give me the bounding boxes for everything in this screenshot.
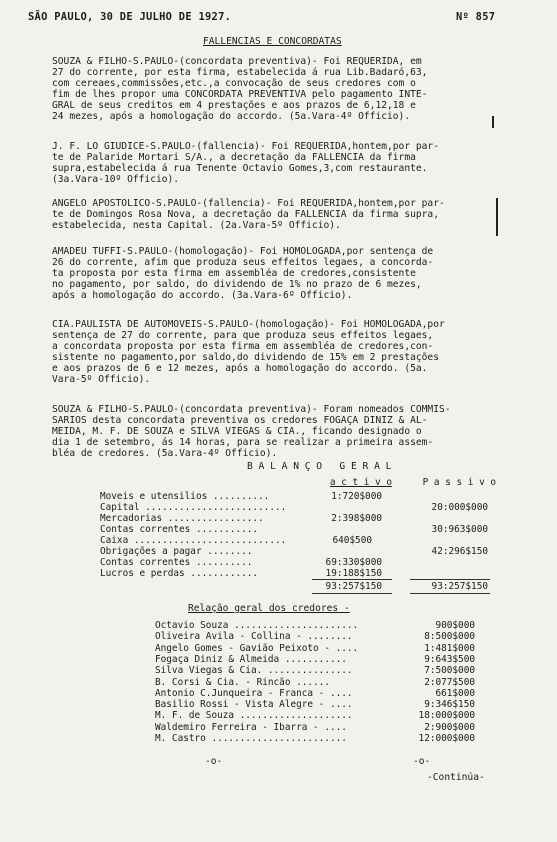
entry-line: sistente no pagamento,por saldo,do dividendo de 15% em 2 prestações [52, 352, 439, 363]
margin-mark [496, 198, 498, 236]
passivo-sum-rule [410, 579, 490, 580]
entry-line: fim de lhes propor uma CONCORDATA PREVENTIVA pelo pagamento INTE- [52, 89, 428, 100]
entry-line: 24 mezes, após a homologação do accordo. (5a.Vara-4º Officio). [52, 111, 411, 122]
activo-heading: a c t i v o [329, 477, 392, 488]
creditor-amount: 9:643$500 [424, 653, 475, 665]
activo-value: 1:720$000 [331, 491, 382, 502]
balance-row [100, 557, 500, 568]
entry-line: te de Domingos Rosa Nova, a decretação da FALLENCIA da firma supra, [52, 209, 439, 220]
balance-label: Contas correntes ........... [100, 524, 259, 535]
entry-line: AMADEU TUFFI-S.PAULO-(homologação)- Foi HOMOLOGADA,por sentença de [52, 246, 434, 257]
creditor-amount: 7:500$000 [424, 665, 475, 677]
creditor-amount: 2:077$500 [424, 676, 475, 688]
balance-row [100, 524, 500, 535]
passivo-value: 30:963$000 [431, 524, 488, 535]
balance-title: B A L A N Ç O G E R A L [247, 461, 392, 472]
balance-row [100, 546, 500, 557]
creditor-amount: 12:000$000 [418, 733, 475, 744]
dateline: SÃO PAULO, 30 DE JULHO DE 1927. [28, 11, 232, 23]
entry-line: GRAL de seus creditos em 4 prestações e aos prazos de 6,12,18 e [52, 100, 416, 111]
creditor-name: M. Castro ........................ [155, 733, 347, 744]
passivo-total-rule [410, 593, 490, 594]
entry-line: MEIDA, M. F. DE SOUZA e SILVA VIEGAS & CIA., ficando designado o [52, 426, 422, 437]
activo-total: 93:257$150 [325, 581, 382, 592]
entry-line: SOUZA & FILHO-S.PAULO-(concordata preventiva)- Foi REQUERIDA, em [52, 56, 422, 67]
activo-value: 69:330$000 [325, 557, 382, 568]
balance-row [100, 513, 500, 524]
section-title: FALLENCIAS E CONCORDATAS [203, 36, 342, 47]
balance-header-row [100, 477, 500, 488]
activo-value: 19:188$150 [325, 568, 382, 579]
creditor-row [155, 699, 485, 710]
creditor-name: Basilio Rossi - Vista Alegre - .... [155, 699, 353, 711]
creditor-name: Silva Viegas & Cia. ............... [155, 665, 353, 677]
end-mark-left: -o- [205, 756, 223, 767]
balance-label: Contas correntes .......... [100, 557, 253, 568]
creditor-name: Antonio C.Junqueira - Franca - .... [155, 687, 353, 699]
bulletin-number: Nº 857 [456, 11, 496, 23]
creditor-row [155, 643, 485, 654]
entry-line: SOUZA & FILHO-S.PAULO-(concordata preventiva)- Foram nomeados COMMIS- [52, 404, 451, 415]
creditor-row [155, 688, 485, 699]
passivo-value: 42:296$150 [431, 546, 488, 557]
entry-line: bléa de credores. (5a.Vara-4º Officio). [52, 448, 278, 459]
continued-note: -Continúa- [427, 772, 485, 783]
entry-line: SARIOS desta concordata preventiva os credores FOGAÇA DINIZ & AL- [52, 415, 428, 426]
entry-line: te de Palaride Mortari S/A., a decretação da FALLENCIA da firma [52, 152, 416, 163]
entry-line: a concordata proposta por esta firma em assembléa de credores,con- [52, 341, 434, 352]
creditor-name: Octavio Souza ...................... [155, 620, 359, 631]
activo-value: 2:398$000 [331, 513, 382, 524]
balance-label: Capital ......................... [100, 502, 287, 513]
passivo-total: 93:257$150 [431, 581, 488, 592]
entry-line: (3a.Vara-10º Officio). [52, 174, 180, 185]
entry-line: com cereaes,commissões,etc.,a convocação de seus credores com o [52, 78, 416, 89]
passivo-value: 20:000$000 [431, 502, 488, 513]
balance-total-row [100, 581, 500, 592]
activo-value: 640$500 [332, 535, 372, 546]
entry-line: e aos prazos de 6 e 12 mezes, após a homologação do accordo. (5a. [52, 363, 428, 374]
entry-line: CIA.PAULISTA DE AUTOMOVEIS-S.PAULO-(homologação)- Foi HOMOLOGADA,por [52, 319, 445, 330]
balance-row [100, 535, 500, 546]
creditor-amount: 661$000 [435, 687, 475, 699]
creditor-amount: 2:900$000 [424, 721, 475, 733]
entry-line: ANGELO APOSTOLICO-S.PAULO-(fallencia)- Foi REQUERIDA,hontem,por par- [52, 198, 445, 209]
entry-line: 26 do corrente, afim que produza seus effeitos legaes, a concorda- [52, 257, 434, 268]
creditor-amount: 9:346$150 [424, 699, 475, 711]
creditor-name: B. Corsi & Cia. - Rincão ...... [155, 676, 330, 688]
balance-label: Moveis e utensilios .......... [100, 491, 270, 502]
entry-line: estabelecida, nesta Capital. (2a.Vara-5º Officio). [52, 220, 341, 231]
passivo-heading: P a s s i v o [422, 477, 496, 488]
creditor-row [155, 677, 485, 688]
entry-line: sentença de 27 do corrente, para que produza seus effeitos legaes, [52, 330, 434, 341]
activo-total-rule [312, 593, 392, 594]
balance-row [100, 568, 500, 579]
creditor-name: Waldemiro Ferreira - Ibarra - .... [155, 721, 347, 733]
creditor-row [155, 710, 485, 721]
balance-row [100, 491, 500, 502]
creditor-amount: 1:481$000 [424, 642, 475, 654]
balance-label: Lucros e perdas ............ [100, 568, 259, 579]
creditor-amount: 900$000 [435, 620, 475, 631]
entry-line: ta proposta por esta firma em assembléa de credores,consistente [52, 268, 416, 279]
creditor-row [155, 665, 485, 676]
entry-line: dia 1 de setembro, ás 14 horas, para se realizar a primeira assem- [52, 437, 434, 448]
entry-line: 27 do corrente, por esta firma, estabelecida á rua Lib.Badaró,63, [52, 67, 428, 78]
creditor-name: Fogaça Diniz & Almeida ........... [155, 653, 347, 665]
creditor-name: M. F. de Souza .................... [155, 710, 353, 722]
entry-line: Vara-5º Officio). [52, 374, 151, 385]
creditor-row [155, 654, 485, 665]
creditor-name: Angelo Gomes - Gavião Peixoto - .... [155, 642, 359, 654]
creditor-row [155, 722, 485, 733]
creditor-row [155, 631, 485, 642]
entry-line: após a homologação do accordo. (3a.Vara-6º Officio). [52, 290, 353, 301]
balance-row [100, 502, 500, 513]
creditor-row [155, 620, 485, 631]
balance-label: Mercadorias ................. [100, 513, 264, 524]
entry-line: no pagamento, por saldo, do dividendo de 1% no prazo de 6 mezes, [52, 279, 422, 290]
entry-line: J. F. LO GIUDICE-S.PAULO-(fallencia)- Foi REQUERIDA,hontem,por par- [52, 141, 439, 152]
creditor-name: Oliveira Avila - Collina - ........ [155, 631, 353, 643]
creditor-amount: 8:500$000 [424, 631, 475, 643]
creditor-row [155, 733, 485, 744]
balance-label: Caixa ........................... [100, 535, 287, 546]
margin-mark [492, 116, 494, 128]
balance-label: Obrigações a pagar ........ [100, 546, 253, 557]
activo-sum-rule [312, 579, 392, 580]
creditors-title: Relação geral dos credores - [188, 603, 350, 614]
end-mark-right: -o- [413, 756, 431, 767]
creditor-amount: 18:000$000 [418, 710, 475, 722]
entry-line: supra,estabelecida á rua Tenente Octavio Gomes,3,com restaurante. [52, 163, 428, 174]
